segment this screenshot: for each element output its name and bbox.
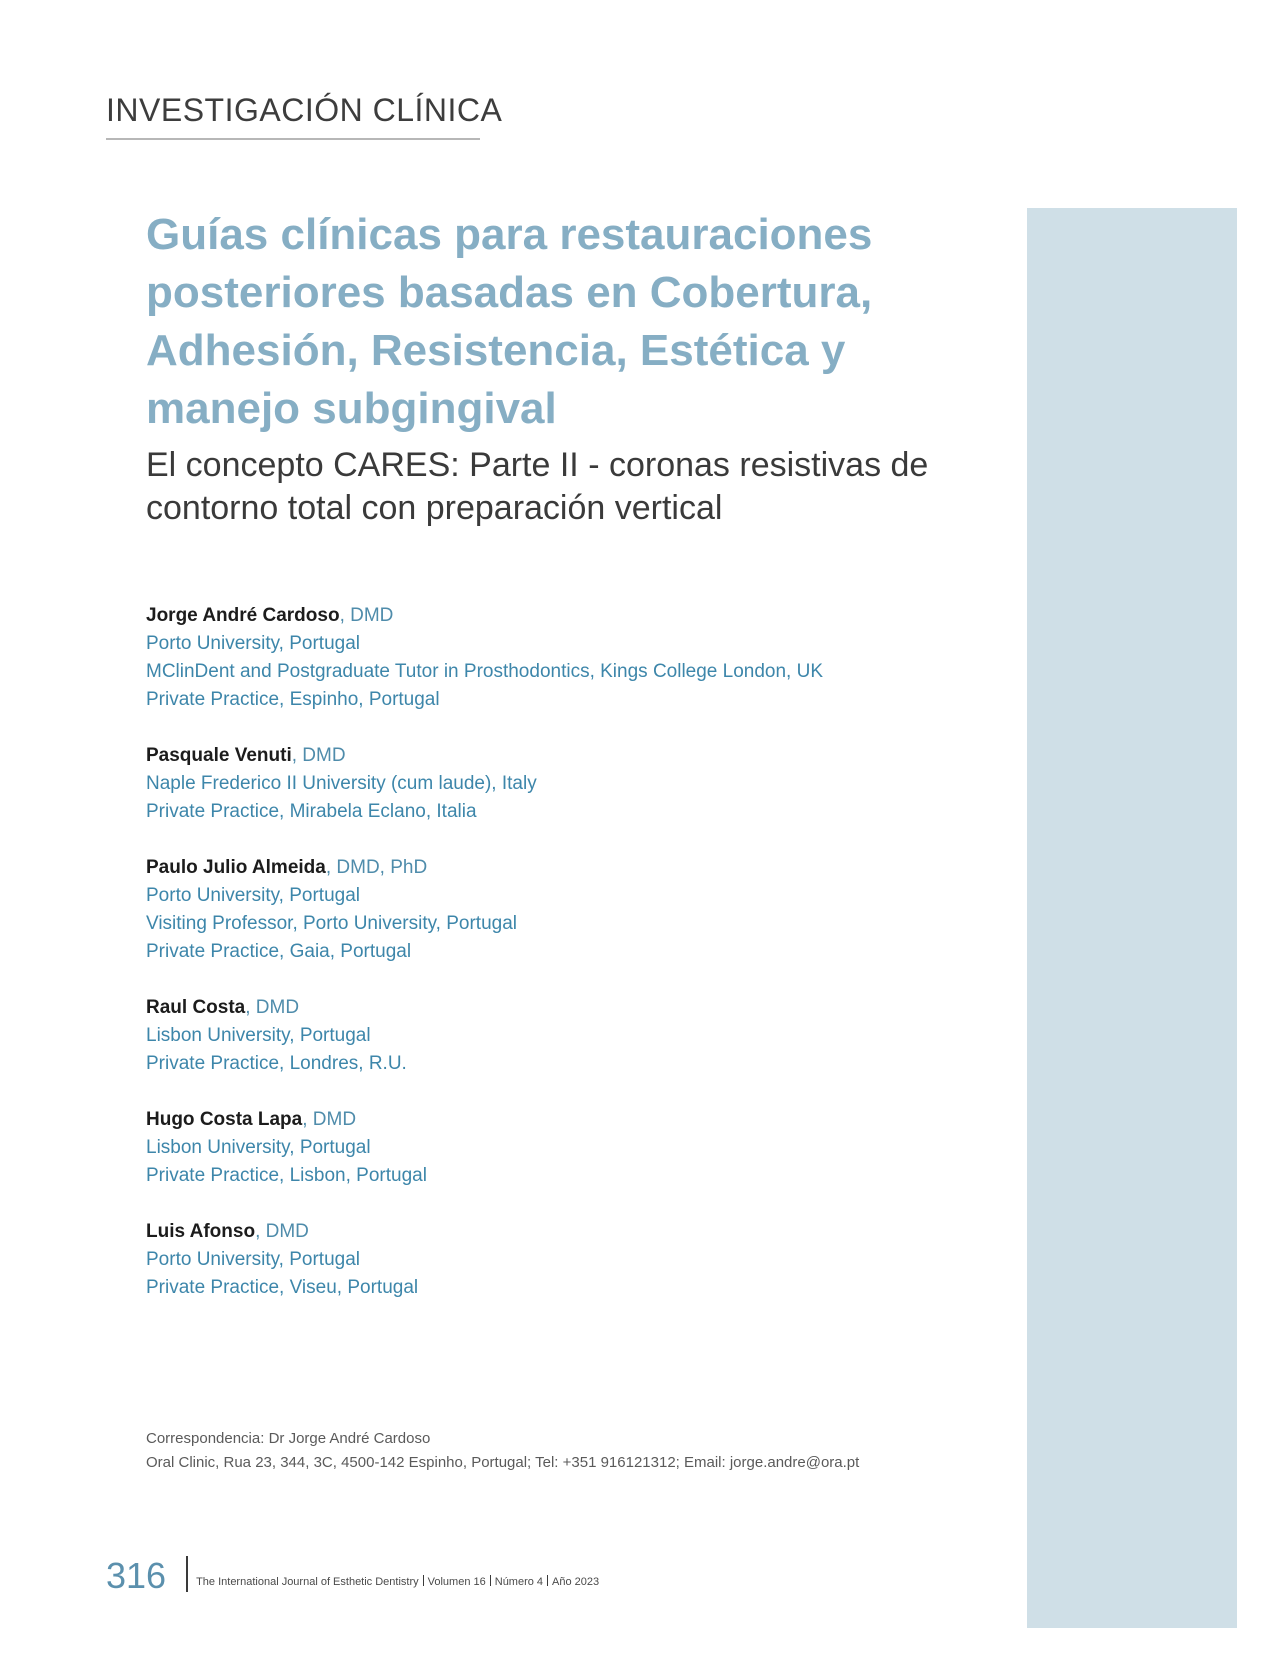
author-heading (146, 1218, 1006, 1246)
author-degree: , DMD (302, 1109, 357, 1130)
section-label: INVESTIGACIÓN CLÍNICA (106, 92, 503, 128)
footer-separator (490, 1575, 491, 1586)
author-name: Paulo Julio Almeida (146, 857, 326, 878)
article-title (146, 206, 1006, 438)
author-affiliation: Private Practice, Espinho, Portugal (146, 689, 440, 710)
footer-separator (423, 1575, 424, 1586)
author-degree: , DMD (291, 745, 346, 766)
author-heading (146, 1106, 1006, 1134)
author-affiliation: Private Practice, Gaia, Portugal (146, 941, 412, 962)
author-affiliation: Private Practice, Lisbon, Portugal (146, 1165, 427, 1186)
author-block (146, 1218, 1006, 1302)
article-title-line: Adhesión, Resistencia, Estética y (146, 326, 846, 375)
correspondence-address: Oral Clinic, Rua 23, 344, 3C, 4500-142 Espinho, Portugal; Tel: +351 916121312; Email: jorge.andre@ora.pt (146, 1454, 860, 1471)
article-title-line: posteriores basadas en Cobertura, (146, 268, 873, 317)
section-underline (106, 138, 480, 140)
author-degree: , DMD (245, 997, 300, 1018)
article-title-line: manejo subgingival (146, 384, 557, 433)
footer-separator (547, 1575, 548, 1586)
author-affiliation: Porto University, Portugal (146, 1249, 361, 1270)
author-heading (146, 854, 1006, 882)
author-affiliation: Lisbon University, Portugal (146, 1137, 371, 1158)
author-heading (146, 742, 1006, 770)
article-subtitle-line: El concepto CARES: Parte II - coronas resistivas de (146, 446, 929, 484)
author-block (146, 742, 1006, 826)
author-affiliation: Private Practice, Viseu, Portugal (146, 1277, 419, 1298)
author-name: Luis Afonso (146, 1221, 256, 1242)
author-affiliation: Private Practice, Mirabela Eclano, Italia (146, 801, 477, 822)
author-name: Raul Costa (146, 997, 246, 1018)
author-degree: , DMD, PhD (325, 857, 428, 878)
page-number: 316 (106, 1555, 167, 1596)
journal-issue: Número 4 (494, 1576, 544, 1588)
author-heading (146, 994, 1006, 1022)
footer-divider (186, 1556, 188, 1592)
journal-name: The International Journal of Esthetic Dentistry (196, 1576, 419, 1588)
author-name: Jorge André Cardoso (146, 605, 340, 626)
journal-volume: Volumen 16 (427, 1576, 486, 1588)
author-affiliation: Private Practice, Londres, R.U. (146, 1053, 407, 1074)
article-subtitle-line: contorno total con preparación vertical (146, 489, 723, 527)
author-name: Pasquale Venuti (146, 745, 292, 766)
author-heading (146, 602, 1006, 630)
author-block (146, 1106, 1006, 1190)
author-affiliation: Visiting Professor, Porto University, Portugal (146, 913, 518, 934)
page-footer (106, 1548, 599, 1596)
author-affiliation: Naple Frederico II University (cum laude), Italy (146, 773, 537, 794)
decorative-side-band (1027, 208, 1237, 1628)
author-affiliation: Porto University, Portugal (146, 633, 361, 654)
article-title-line: Guías clínicas para restauraciones (146, 210, 873, 259)
author-affiliation: Porto University, Portugal (146, 885, 361, 906)
author-list (146, 602, 1006, 1330)
author-degree: , DMD (339, 605, 394, 626)
author-affiliation: MClinDent and Postgraduate Tutor in Prosthodontics, Kings College London, UK (146, 661, 824, 682)
author-degree: , DMD (255, 1221, 309, 1242)
journal-year: Año 2023 (552, 1576, 600, 1588)
author-affiliation: Lisbon University, Portugal (146, 1025, 371, 1046)
article-subtitle (146, 444, 1006, 530)
author-block (146, 602, 1006, 714)
correspondence-block (146, 1427, 859, 1475)
author-block (146, 994, 1006, 1078)
author-name: Hugo Costa Lapa (146, 1109, 303, 1130)
footer-citation (196, 1574, 599, 1590)
author-block (146, 854, 1006, 966)
correspondence-name: Correspondencia: Dr Jorge André Cardoso (146, 1430, 431, 1447)
